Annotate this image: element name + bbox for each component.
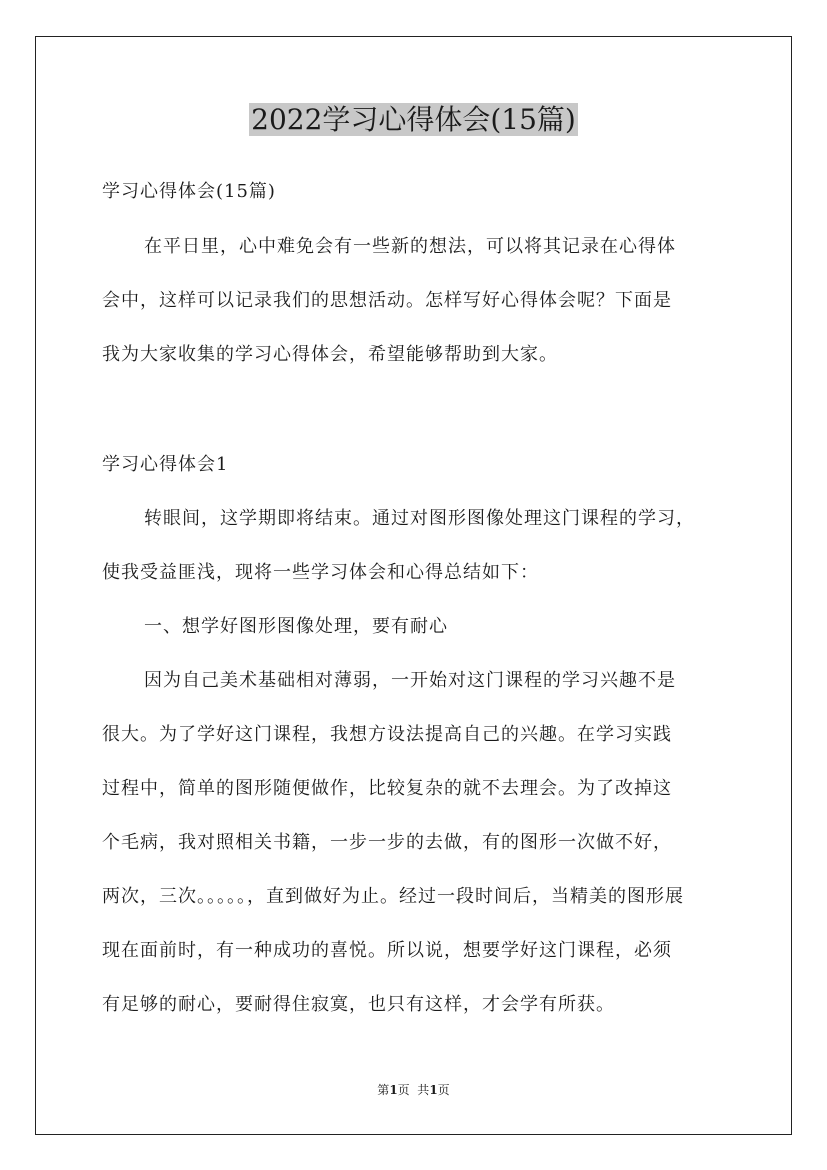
footer-mid: 页 共 — [397, 1083, 430, 1097]
intro-line-1: 在平日里，心中难免会有一些新的想法，可以将其记录在心得体 — [144, 236, 676, 257]
section-line-1: 转眼间，这学期即将结束。通过对图形图像处理这门课程的学习， — [144, 508, 695, 529]
document-title-text: 2022学习心得体会(15篇) — [251, 103, 576, 136]
section-line-6: 过程中，简单的图形随便做作，比较复杂的就不去理会。为了改掉这 — [102, 778, 672, 799]
section-line-2: 使我受益匪浅，现将一些学习体会和心得总结如下： — [102, 562, 539, 583]
section-line-7: 个毛病，我对照相关书籍，一步一步的去做，有的图形一次做不好， — [102, 832, 672, 853]
section-line-9: 现在面前时，有一种成功的喜悦。所以说，想要学好这门课程，必须 — [102, 940, 672, 961]
section-line-5: 很大。为了学好这门课程，我想方设法提高自己的兴趣。在学习实践 — [102, 724, 672, 745]
section-line-10: 有足够的耐心，要耐得住寂寞，也只有这样，才会学有所获。 — [102, 994, 615, 1015]
section-line-8: 两次，三次。。。。。，直到做好为止。经过一段时间后，当精美的图形展 — [102, 886, 684, 907]
footer-prefix: 第 — [377, 1083, 390, 1097]
section-heading: 学习心得体会1 — [102, 454, 229, 475]
document-subtitle: 学习心得体会(15篇) — [102, 181, 276, 202]
footer-suffix: 页 — [437, 1083, 450, 1097]
footer-page-current: 1 — [389, 1083, 398, 1097]
intro-line-3: 我为大家收集的学习心得体会，希望能够帮助到大家。 — [102, 344, 558, 365]
document-title — [0, 100, 827, 140]
footer-page-total: 1 — [429, 1083, 438, 1097]
section-line-4: 因为自己美术基础相对薄弱，一开始对这门课程的学习兴趣不是 — [144, 670, 676, 691]
intro-line-2: 会中，这样可以记录我们的思想活动。怎样写好心得体会呢？下面是 — [102, 290, 672, 311]
subheading-patience: 一、想学好图形图像处理，要有耐心 — [144, 616, 448, 637]
page-footer — [0, 1082, 827, 1098]
